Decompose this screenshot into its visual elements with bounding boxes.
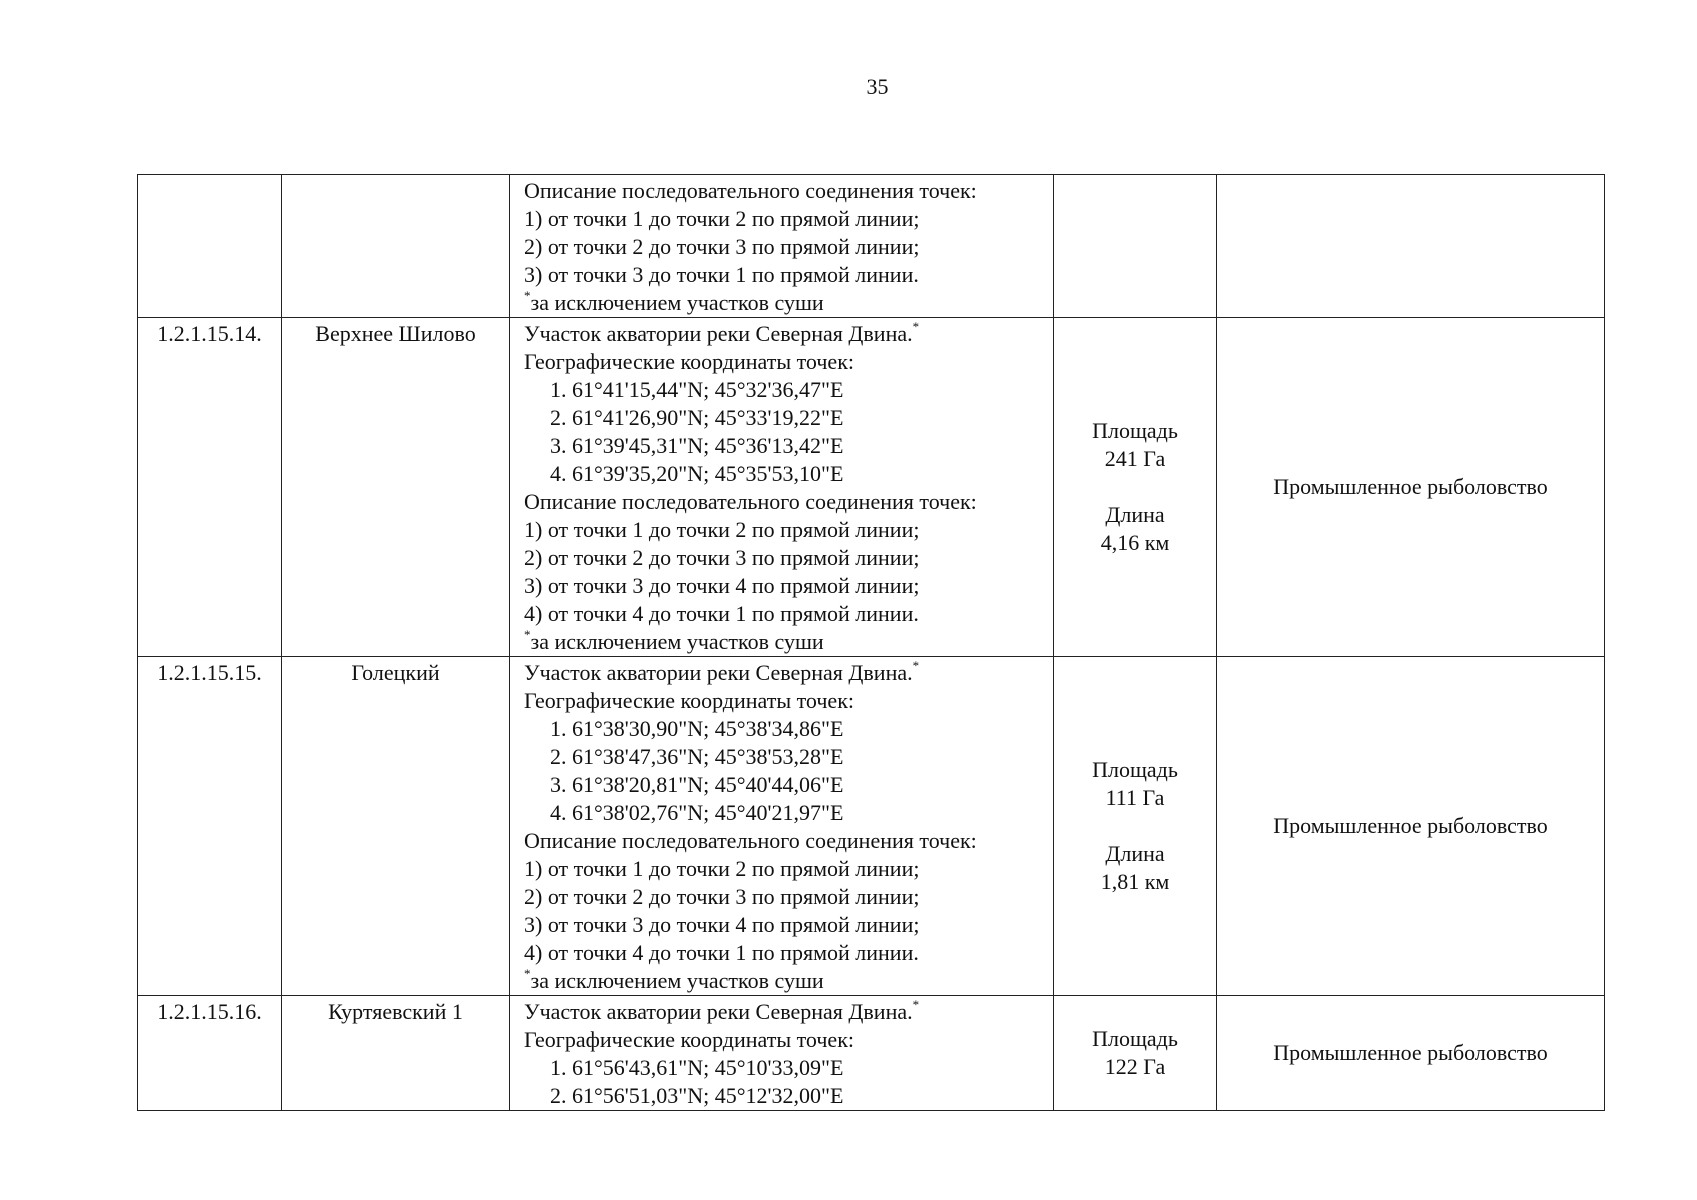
table-row	[138, 996, 1605, 1111]
coords-heading: Географические координаты точек:	[524, 688, 854, 713]
coordinate-item: 3. 61°39'45,31"N; 45°36'13,42"E	[550, 433, 844, 458]
area-label: Площадь	[1092, 1026, 1178, 1051]
coordinate-item: 4. 61°39'35,20"N; 45°35'53,10"E	[550, 461, 844, 486]
connection-item: 2) от точки 2 до точки 3 по прямой линии;	[524, 545, 920, 570]
area-label: Площадь	[1092, 418, 1178, 443]
footnote-mark: *	[524, 288, 531, 303]
row-name: Верхнее Шилово	[282, 318, 510, 657]
description-line: Описание последовательного соединения точек:	[524, 178, 977, 203]
coords-heading: Географические координаты точек:	[524, 349, 854, 374]
cell-description	[510, 657, 1054, 996]
connection-item: 3) от точки 3 до точки 4 по прямой линии;	[524, 573, 920, 598]
row-id: 1.2.1.15.14.	[138, 318, 282, 657]
connection-item: 4) от точки 4 до точки 1 по прямой линии.	[524, 601, 919, 626]
row-id: 1.2.1.15.16.	[138, 996, 282, 1111]
description-line: 2) от точки 2 до точки 3 по прямой линии;	[524, 234, 920, 259]
connection-heading: Описание последовательного соединения точек:	[524, 489, 977, 514]
length-value: 4,16 км	[1100, 530, 1170, 555]
row-usage: Промышленное рыболовство	[1217, 657, 1605, 996]
cell-metrics	[1054, 657, 1217, 996]
length-value: 1,81 км	[1100, 869, 1170, 894]
length-label: Длина	[1105, 841, 1165, 866]
length-label: Длина	[1105, 502, 1165, 527]
coordinate-item: 2. 61°56'51,03"N; 45°12'32,00"E	[550, 1083, 844, 1108]
cell-description	[510, 318, 1054, 657]
area-label: Площадь	[1092, 757, 1178, 782]
connection-heading: Описание последовательного соединения точек:	[524, 828, 977, 853]
area-value: 122 Га	[1104, 1054, 1166, 1079]
connection-item: 2) от точки 2 до точки 3 по прямой линии;	[524, 884, 920, 909]
page-number: 35	[866, 74, 889, 99]
coords-heading: Географические координаты точек:	[524, 1027, 854, 1052]
coordinate-item: 1. 61°56'43,61"N; 45°10'33,09"E	[550, 1055, 844, 1080]
cell-description	[510, 175, 1054, 318]
table-row-continuation	[138, 175, 1605, 318]
connection-item: 1) от точки 1 до точки 2 по прямой линии;	[524, 517, 920, 542]
connection-item: 1) от точки 1 до точки 2 по прямой линии;	[524, 856, 920, 881]
area-title: Участок акватории реки Северная Двина.*	[524, 997, 920, 1024]
footnote-line	[524, 289, 1053, 317]
coordinate-item: 4. 61°38'02,76"N; 45°40'21,97"E	[550, 800, 844, 825]
footnote-line: *за исключением участков суши	[524, 966, 824, 993]
row-usage: Промышленное рыболовство	[1217, 996, 1605, 1111]
connection-item: 4) от точки 4 до точки 1 по прямой линии.	[524, 940, 919, 965]
row-usage: Промышленное рыболовство	[1217, 318, 1605, 657]
area-value: 111 Га	[1105, 785, 1165, 810]
cell-id	[138, 175, 282, 318]
area-title: Участок акватории реки Северная Двина.*	[524, 658, 920, 685]
cell-usage	[1217, 175, 1605, 318]
cell-metrics	[1054, 175, 1217, 318]
cell-name	[282, 175, 510, 318]
footnote-text: за исключением участков суши	[530, 290, 824, 315]
area-value: 241 Га	[1104, 446, 1166, 471]
coordinate-item: 2. 61°41'26,90"N; 45°33'19,22"E	[550, 405, 844, 430]
cell-description	[510, 996, 1054, 1111]
row-name: Куртяевский 1	[282, 996, 510, 1111]
footnote-line: *за исключением участков суши	[524, 627, 824, 654]
coordinate-item: 2. 61°38'47,36"N; 45°38'53,28"E	[550, 744, 844, 769]
fishing-areas-table	[137, 174, 1605, 1111]
area-title: Участок акватории реки Северная Двина.*	[524, 319, 920, 346]
coordinate-item: 1. 61°41'15,44"N; 45°32'36,47"E	[550, 377, 844, 402]
table-row	[138, 318, 1605, 657]
table-row	[138, 657, 1605, 996]
cell-metrics	[1054, 996, 1217, 1111]
coordinate-item: 3. 61°38'20,81"N; 45°40'44,06"E	[550, 772, 844, 797]
cell-metrics	[1054, 318, 1217, 657]
coordinate-item: 1. 61°38'30,90"N; 45°38'34,86"E	[550, 716, 844, 741]
description-line: 1) от точки 1 до точки 2 по прямой линии;	[524, 206, 920, 231]
row-id: 1.2.1.15.15.	[138, 657, 282, 996]
row-name: Голецкий	[282, 657, 510, 996]
connection-item: 3) от точки 3 до точки 4 по прямой линии;	[524, 912, 920, 937]
description-line: 3) от точки 3 до точки 1 по прямой линии.	[524, 262, 919, 287]
